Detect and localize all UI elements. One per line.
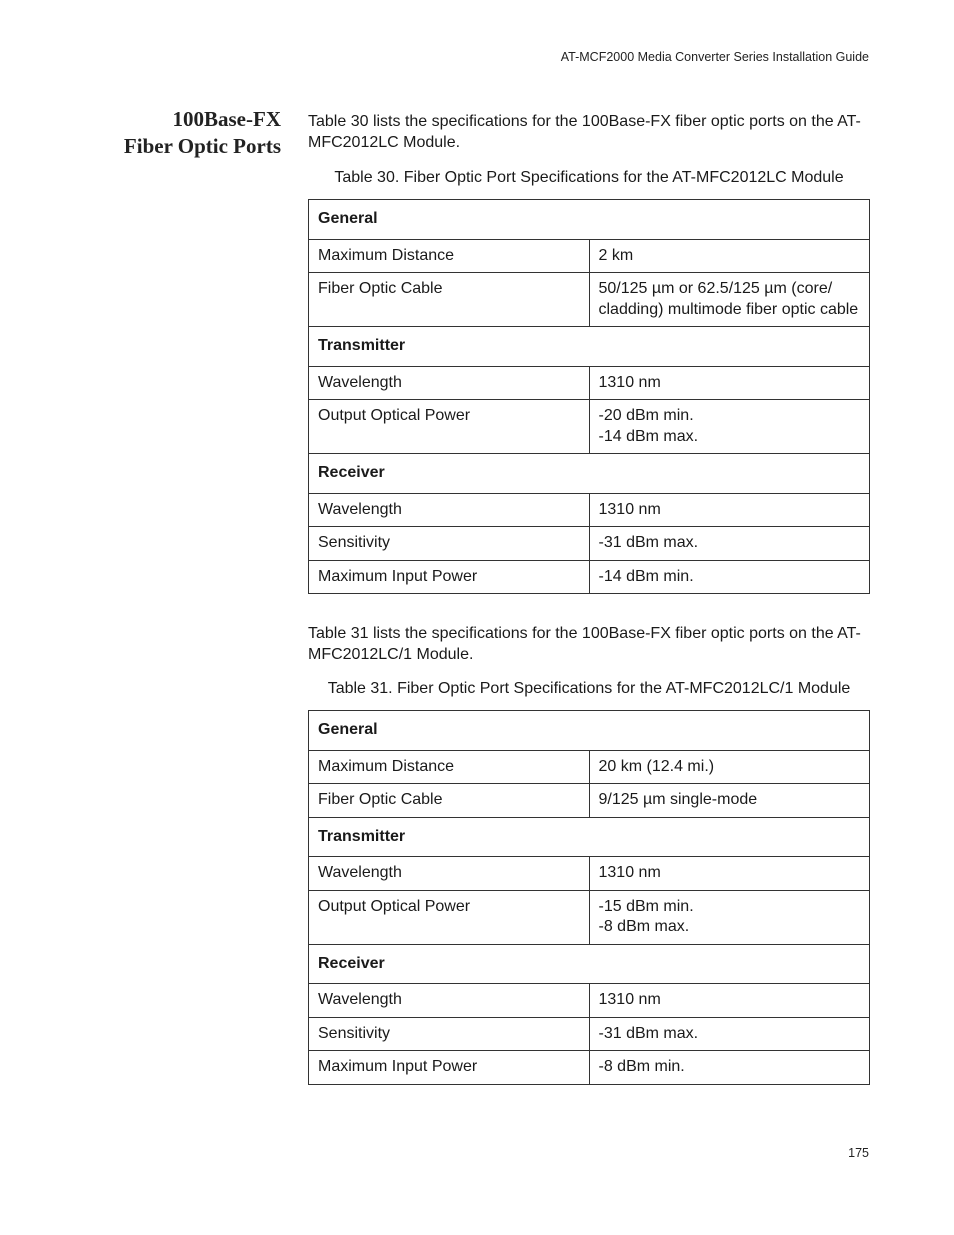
table-section-row (309, 817, 870, 857)
table-section-row (309, 454, 870, 494)
page-number: 175 (848, 1146, 869, 1160)
section-title-line-2: Fiber Optic Ports (123, 134, 281, 158)
table-row (309, 400, 870, 454)
spec-value-line: -20 dBm min. (598, 407, 694, 424)
table-row (309, 984, 870, 1018)
spec-label: Maximum Distance (309, 239, 590, 273)
section-label-receiver: Receiver (309, 944, 870, 984)
table-section-row (309, 327, 870, 367)
section-label-transmitter: Transmitter (309, 327, 870, 367)
spec-value (589, 400, 870, 454)
spec-value: 1310 nm (589, 366, 870, 400)
spec-value: 1310 nm (589, 984, 870, 1018)
spec-label: Output Optical Power (309, 400, 590, 454)
spec-value: 2 km (589, 239, 870, 273)
section-title-line-1: 100Base-FX (172, 107, 281, 131)
spec-label: Fiber Optic Cable (309, 273, 590, 327)
table-row (309, 890, 870, 944)
spec-value: -14 dBm min. (589, 560, 870, 594)
spec-label: Wavelength (309, 857, 590, 891)
spec-value: 50/125 µm or 62.5/125 µm (core/ cladding) multimode fiber optic cable (589, 273, 870, 327)
section-label-general: General (309, 711, 870, 751)
spec-value: -8 dBm min. (589, 1051, 870, 1085)
spec-value-line: -15 dBm min. (598, 897, 694, 915)
spec-label: Maximum Input Power (309, 560, 590, 594)
spec-label: Sensitivity (309, 1017, 590, 1051)
table-row (309, 750, 870, 784)
spec-label: Maximum Input Power (309, 1051, 590, 1085)
table-row (309, 857, 870, 891)
section-label-receiver: Receiver (309, 454, 870, 494)
section-label-transmitter: Transmitter (309, 817, 870, 857)
table-section-row (309, 200, 870, 240)
running-header: AT-MCF2000 Media Converter Series Installation Guide (560, 50, 869, 64)
table-row (309, 1051, 870, 1085)
spec-value: -31 dBm max. (589, 1017, 870, 1051)
table-row (309, 239, 870, 273)
spec-value-line: -8 dBm max. (598, 918, 690, 935)
spec-label: Wavelength (309, 366, 590, 400)
table-31-caption: Table 31. Fiber Optic Port Specifications for the AT-MFC2012LC/1 Module (327, 680, 851, 697)
spec-value: 9/125 µm single-mode (589, 784, 870, 818)
table-30 (308, 199, 870, 594)
table-row (309, 527, 870, 561)
table-31 (308, 710, 870, 1085)
table-section-row (309, 711, 870, 751)
section-title (100, 106, 281, 160)
spec-label: Sensitivity (309, 527, 590, 561)
table-row (309, 273, 870, 327)
spec-value: 20 km (12.4 mi.) (589, 750, 870, 784)
intro-paragraph-2: Table 31 lists the specifications for the 100Base-FX fiber optic ports on the AT-MFC2012LC/1 Module. (308, 625, 861, 663)
spec-value: -31 dBm max. (589, 527, 870, 561)
spec-label: Wavelength (309, 984, 590, 1018)
table-30-caption: Table 30. Fiber Optic Port Specifications for the AT-MFC2012LC Module (334, 169, 844, 186)
table-row (309, 1017, 870, 1051)
intro-paragraph-1: Table 30 lists the specifications for the 100Base-FX fiber optic ports on the AT-MFC2012LC Module. (308, 113, 861, 151)
spec-label: Maximum Distance (309, 750, 590, 784)
table-row (309, 366, 870, 400)
spec-label: Wavelength (309, 493, 590, 527)
table-row (309, 493, 870, 527)
spec-label: Fiber Optic Cable (309, 784, 590, 818)
spec-label: Output Optical Power (309, 890, 590, 944)
spec-value-line: -14 dBm max. (598, 427, 699, 445)
spec-value: 1310 nm (589, 493, 870, 527)
section-label-general: General (309, 200, 870, 240)
spec-value (589, 890, 870, 944)
spec-value: 1310 nm (589, 857, 870, 891)
table-row (309, 560, 870, 594)
table-row (309, 784, 870, 818)
table-section-row (309, 944, 870, 984)
